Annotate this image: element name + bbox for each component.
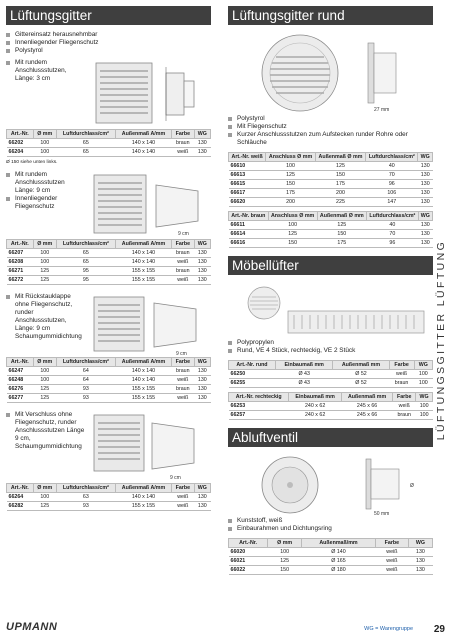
table-cell: 66247 — [7, 367, 34, 376]
table-cell: 66276 — [7, 385, 34, 394]
table-row — [229, 221, 433, 230]
table-cell: 66022 — [229, 566, 268, 575]
table-cell: 100 — [268, 548, 302, 557]
table-cell: 100 — [33, 367, 56, 376]
vent-grille-image — [86, 59, 211, 129]
table-row — [229, 402, 433, 411]
right-column — [228, 6, 433, 575]
table-cell: 93 — [56, 394, 115, 403]
table-cell: 100 — [414, 379, 432, 388]
table-cell: 130 — [418, 171, 433, 180]
table-cell: 130 — [194, 394, 210, 403]
table-cell: 100 — [268, 221, 317, 230]
table-cell: 70 — [366, 171, 418, 180]
brand-logo: UPMANN — [6, 621, 58, 633]
table-row — [7, 249, 211, 258]
column-header: Außenmaß A/mm — [115, 130, 171, 139]
table-cell: 66282 — [7, 502, 34, 511]
column-header: Art.-Nr. — [229, 539, 268, 548]
table-cell: 130 — [418, 162, 433, 171]
table-row — [229, 370, 433, 379]
column-header: Ø mm — [33, 130, 56, 139]
round-vent-image — [228, 31, 433, 115]
column-header: Außenmaß A/mm — [115, 484, 171, 493]
column-header: Luftdurchlass/cm² — [56, 484, 115, 493]
table-cell: 130 — [408, 548, 432, 557]
table-cell: 130 — [194, 276, 210, 285]
table-row — [229, 230, 433, 239]
table-cell: weiß — [172, 493, 195, 502]
column-header: Außenmaß mm — [341, 393, 392, 402]
table-cell: 100 — [416, 402, 433, 411]
table-cell: 130 — [418, 198, 433, 207]
table-cell: braun — [172, 367, 195, 376]
table-cell: braun — [393, 411, 416, 420]
table-cell: weiß — [393, 402, 416, 411]
table-cell: 130 — [194, 367, 210, 376]
spec-table — [6, 483, 211, 511]
vent-grille-image — [86, 293, 211, 357]
spec-table — [6, 239, 211, 285]
table-cell: weiß — [172, 148, 195, 157]
bullet: Mit rundem Anschlussstutzen, Länge: 3 cm — [6, 59, 86, 83]
table-cell: Ø 43 — [275, 370, 333, 379]
table-row — [7, 276, 211, 285]
column-header: WG — [194, 240, 210, 249]
table-row — [7, 394, 211, 403]
column-header: Farbe — [172, 484, 195, 493]
table-cell: 66020 — [229, 548, 268, 557]
table-cell: 66248 — [7, 376, 34, 385]
legend-note: WG = Warengruppe — [364, 626, 413, 632]
table-header-row — [7, 240, 211, 249]
bullet: Mit rundem Anschlussstutzen Länge: 9 cm — [6, 171, 86, 195]
column-header: Ø mm — [33, 358, 56, 367]
table-row — [7, 493, 211, 502]
table-cell: 175 — [315, 180, 365, 189]
dimension-label: 9 cm — [176, 351, 187, 357]
table-cell: 130 — [418, 239, 432, 248]
table-header-row — [7, 358, 211, 367]
table-cell: 175 — [317, 239, 367, 248]
column-header: Einbaumaß mm — [275, 361, 333, 370]
exhaust-bullets — [228, 517, 433, 533]
table-cell: 125 — [33, 502, 56, 511]
table-cell: 65 — [56, 139, 115, 148]
column-header: Luftdurchlass/cm² — [367, 212, 419, 221]
table-cell: 245 x 66 — [341, 402, 392, 411]
column-header: Luftdurchlass/cm² — [56, 240, 115, 249]
table-cell: 95 — [56, 267, 115, 276]
exhaust-valve-image — [228, 453, 433, 517]
column-header: WG — [194, 484, 210, 493]
bullet: Polystyrol — [6, 47, 211, 55]
table-cell: 100 — [33, 493, 56, 502]
table-cell: 66615 — [229, 180, 266, 189]
column-header: Außenmaß A/mm — [115, 240, 171, 249]
table-cell: Ø 140 — [302, 548, 376, 557]
column-header: Anschluss Ø mm — [266, 153, 316, 162]
table-cell: 200 — [315, 189, 365, 198]
table-cell: 125 — [317, 221, 367, 230]
section-title-lueftungsgitter-rund: Lüftungsgitter rund — [228, 6, 433, 25]
side-label — [429, 220, 453, 460]
column-header: Farbe — [172, 240, 195, 249]
column-header: Art.-Nr. rund — [229, 361, 276, 370]
table-cell: braun — [172, 385, 195, 394]
column-header: Außenmaß A/mm — [115, 358, 171, 367]
table-row — [7, 376, 211, 385]
table-cell: 200 — [266, 198, 316, 207]
column-header: Ø mm — [33, 240, 56, 249]
page-number: 29 — [433, 624, 445, 635]
table-cell: 40 — [366, 162, 418, 171]
table-header-row — [229, 539, 433, 548]
column-header: Farbe — [172, 130, 195, 139]
table-cell: 96 — [366, 180, 418, 189]
table-cell: 66264 — [7, 493, 34, 502]
table-row — [229, 557, 433, 566]
table-cell: 95 — [56, 276, 115, 285]
table-cell: 66617 — [229, 189, 266, 198]
table-cell: 125 — [268, 230, 317, 239]
table-cell: 130 — [418, 180, 433, 189]
table-cell: 150 — [268, 239, 317, 248]
spec-table — [6, 357, 211, 403]
column-header: WG — [416, 393, 433, 402]
column-header: Art.-Nr. — [7, 358, 34, 367]
table-cell: 100 — [416, 411, 433, 420]
table-cell: Ø 52 — [333, 379, 389, 388]
table-cell: 140 x 140 — [115, 367, 171, 376]
table-cell: 140 x 140 — [115, 148, 171, 157]
product-block-3 — [6, 293, 211, 357]
table-cell: 130 — [194, 502, 210, 511]
table-cell: 130 — [194, 493, 210, 502]
table-cell: weiß — [375, 557, 408, 566]
table-cell: 140 x 140 — [115, 258, 171, 267]
table-cell: 130 — [418, 230, 432, 239]
table-cell: 66255 — [229, 379, 276, 388]
table-cell: 63 — [56, 493, 115, 502]
column-header: Luftdurchlass/cm² — [56, 358, 115, 367]
table-cell: 100 — [33, 148, 56, 157]
table-cell: 140 x 140 — [115, 139, 171, 148]
bullet: Polystyrol — [228, 115, 433, 123]
table-row — [229, 411, 433, 420]
table-cell: 150 — [268, 566, 302, 575]
table-cell: braun — [172, 267, 195, 276]
bullet: Mit Fliegenschutz — [228, 123, 433, 131]
column-header: Farbe — [375, 539, 408, 548]
column-header: Ø mm — [268, 539, 302, 548]
table-header-row — [7, 130, 211, 139]
table-cell: weiß — [172, 258, 195, 267]
table-cell: weiß — [172, 394, 195, 403]
table-cell: 130 — [194, 139, 210, 148]
table-cell: 125 — [33, 385, 56, 394]
table-cell: 155 x 155 — [115, 385, 171, 394]
column-header: Außenmaß/mm — [302, 539, 376, 548]
table-row — [7, 148, 211, 157]
table-cell: 66021 — [229, 557, 268, 566]
table-row — [229, 239, 433, 248]
bullet: Innenliegender Fliegenschutz — [6, 195, 86, 211]
bullet: Mit Rückstauklappe ohne Fliegenschutz, runder Anschlussstutzen, Länge: 9 cm Schaumgummidichtung — [6, 293, 86, 341]
table-row — [229, 548, 433, 557]
table-cell: 66277 — [7, 394, 34, 403]
product-block-4 — [6, 411, 211, 483]
vent-grille-image — [86, 411, 211, 483]
spec-table — [228, 392, 433, 420]
column-header: Art.-Nr. braun — [229, 212, 269, 221]
table-cell: 125 — [315, 162, 365, 171]
column-header: WG — [414, 361, 432, 370]
column-header: Ø mm — [33, 484, 56, 493]
block-2-bullets — [6, 171, 86, 239]
table-row — [7, 385, 211, 394]
note-text: Ø 150 siehe unten links. — [6, 160, 58, 165]
table-cell: weiß — [389, 370, 414, 379]
table-cell: 100 — [33, 258, 56, 267]
table-cell: Ø 165 — [302, 557, 376, 566]
spec-table — [228, 152, 433, 207]
bullet: Innenliegender Fliegenschutz — [6, 39, 211, 47]
table-cell: Ø 180 — [302, 566, 376, 575]
table-header-row — [7, 484, 211, 493]
table-cell: 66271 — [7, 267, 34, 276]
table-cell: 130 — [408, 557, 432, 566]
table-cell: 66613 — [229, 171, 266, 180]
table-row — [229, 171, 433, 180]
furniture-vent-image — [228, 281, 433, 339]
bullet: Einbaurahmen und Dichtungsring — [228, 525, 433, 533]
product-block-2 — [6, 171, 211, 239]
table-row — [229, 162, 433, 171]
column-header: WG — [408, 539, 432, 548]
table-row — [229, 379, 433, 388]
table-cell: 140 x 140 — [115, 493, 171, 502]
column-header: Art.-Nr. — [7, 484, 34, 493]
column-header: WG — [194, 358, 210, 367]
table-cell: 130 — [194, 249, 210, 258]
table-row — [229, 189, 433, 198]
column-header: WG — [418, 153, 433, 162]
column-header: Art.-Nr. — [7, 130, 34, 139]
table-cell: 66616 — [229, 239, 269, 248]
table-cell: 96 — [367, 239, 419, 248]
table-cell: 155 x 155 — [115, 394, 171, 403]
table-cell: 125 — [268, 557, 302, 566]
spec-table — [228, 538, 433, 575]
table-row — [7, 502, 211, 511]
column-header: Farbe — [393, 393, 416, 402]
table-cell: 225 — [315, 198, 365, 207]
table-cell: 66204 — [7, 148, 34, 157]
table-header-row — [229, 212, 433, 221]
section-title-abluftventil: Abluftventil — [228, 428, 433, 447]
table-cell: 70 — [367, 230, 419, 239]
dimension-label: 9 cm — [178, 231, 189, 237]
table-cell: weiß — [375, 548, 408, 557]
column-header: Luftdurchlass/cm² — [366, 153, 418, 162]
block-3-bullets — [6, 293, 86, 357]
product-block-1 — [6, 59, 211, 129]
table-cell: 175 — [266, 189, 316, 198]
table-cell: weiß — [172, 502, 195, 511]
table-cell: 66253 — [229, 402, 289, 411]
table-header-row — [229, 361, 433, 370]
table-cell: braun — [389, 379, 414, 388]
column-header: Art.-Nr. rechteckig — [229, 393, 289, 402]
table-cell: 64 — [56, 367, 115, 376]
column-header: Art.-Nr. — [7, 240, 34, 249]
spec-table — [228, 360, 433, 388]
section-title-lueftungsgitter: Lüftungsgitter — [6, 6, 211, 25]
table-cell: 66610 — [229, 162, 266, 171]
table-cell: 100 — [414, 370, 432, 379]
table-cell: 66250 — [229, 370, 276, 379]
column-header: Anschluss Ø mm — [268, 212, 317, 221]
table-cell: 125 — [266, 171, 316, 180]
table-cell: 130 — [194, 267, 210, 276]
table-cell: 130 — [418, 189, 433, 198]
column-header: Luftdurchlass/cm² — [56, 130, 115, 139]
table-cell: 130 — [418, 221, 432, 230]
table-cell: 65 — [56, 249, 115, 258]
table-cell: 125 — [33, 276, 56, 285]
table-cell: 245 x 66 — [341, 411, 392, 420]
side-label-text: LÜFTUNGSGITTER LÜFTUNG — [435, 239, 447, 441]
table-cell: 240 x 62 — [289, 411, 342, 420]
bullet: Kurzer Anschlussstutzen zum Aufstecken runder Rohre oder Schläuche — [228, 131, 433, 147]
bullet: Rund, VE 4 Stück, rechteckig, VE 2 Stück — [228, 347, 433, 355]
bullet: Mit Verschluss ohne Fliegenschutz, runder Anschlussstutzen Länge 9 cm, Schaumgummidichtung — [6, 411, 86, 451]
column-header: Außenmaß Ø mm — [315, 153, 365, 162]
table-cell: 66202 — [7, 139, 34, 148]
table-cell: 100 — [33, 139, 56, 148]
intro-bullets — [6, 31, 211, 55]
table-cell: weiß — [172, 376, 195, 385]
table-cell: 93 — [56, 385, 115, 394]
table-cell: 125 — [33, 267, 56, 276]
table-cell: 66614 — [229, 230, 269, 239]
column-header: WG — [418, 212, 432, 221]
left-column — [6, 6, 211, 511]
bullet: Kunststoff, weiß — [228, 517, 433, 525]
column-header: Art.-Nr. weiß — [229, 153, 266, 162]
table-cell: 155 x 155 — [115, 276, 171, 285]
table-header-row — [229, 393, 433, 402]
table-cell: 65 — [56, 148, 115, 157]
table-row — [7, 267, 211, 276]
table-row — [229, 198, 433, 207]
table-cell: 150 — [317, 230, 367, 239]
table-cell: 100 — [266, 162, 316, 171]
table-cell: 147 — [366, 198, 418, 207]
block-1-bullets — [6, 59, 86, 129]
table-cell: 130 — [194, 385, 210, 394]
table-cell: 155 x 155 — [115, 267, 171, 276]
column-header: Farbe — [172, 358, 195, 367]
table-cell: 106 — [366, 189, 418, 198]
table-cell: braun — [172, 139, 195, 148]
block-4-bullets — [6, 411, 86, 483]
table-header-row — [229, 153, 433, 162]
table-row — [7, 258, 211, 267]
dimension-label: 50 mm — [374, 511, 390, 517]
table-cell: 140 x 140 — [115, 376, 171, 385]
table-cell: 100 — [33, 249, 56, 258]
table-cell: 130 — [194, 148, 210, 157]
dimension-label: Ø — [410, 483, 414, 489]
bullet: Polypropylen — [228, 339, 433, 347]
table-cell: 66620 — [229, 198, 266, 207]
table-cell: 140 x 140 — [115, 249, 171, 258]
table-cell: weiß — [172, 276, 195, 285]
table-cell: 130 — [194, 258, 210, 267]
table-cell: 93 — [56, 502, 115, 511]
table-row — [7, 139, 211, 148]
column-header: WG — [194, 130, 210, 139]
column-header: Außenmaß mm — [333, 361, 389, 370]
furniture-bullets — [228, 339, 433, 355]
table-cell: braun — [172, 249, 195, 258]
table-cell: 66611 — [229, 221, 269, 230]
vent-grille-image — [86, 171, 211, 239]
table-row — [229, 180, 433, 189]
section-title-moebelluefter: Möbellüfter — [228, 256, 433, 275]
table-cell: 240 x 62 — [289, 402, 342, 411]
spec-table — [228, 211, 433, 248]
table-cell: 130 — [408, 566, 432, 575]
table-cell: 66208 — [7, 258, 34, 267]
table-cell: 65 — [56, 258, 115, 267]
dimension-label: 27 mm — [374, 107, 390, 113]
column-header: Farbe — [389, 361, 414, 370]
table-cell: 66272 — [7, 276, 34, 285]
table-cell: 125 — [33, 394, 56, 403]
table-cell: 155 x 155 — [115, 502, 171, 511]
dimension-label: 9 cm — [170, 475, 181, 481]
table-row — [7, 367, 211, 376]
table-cell: weiß — [375, 566, 408, 575]
table-cell: 66257 — [229, 411, 289, 420]
column-header: Außenmaß Ø mm — [317, 212, 367, 221]
spec-table — [6, 129, 211, 157]
table-row — [229, 566, 433, 575]
table-cell: Ø 43 — [275, 379, 333, 388]
table-cell: 64 — [56, 376, 115, 385]
table-cell: 66207 — [7, 249, 34, 258]
table-cell: 100 — [33, 376, 56, 385]
page-footer — [0, 618, 453, 640]
table-cell: 40 — [367, 221, 419, 230]
table-cell: 130 — [194, 376, 210, 385]
column-header: Einbaumaß mm — [289, 393, 342, 402]
bullet: Gittereinsatz herausnehmbar — [6, 31, 211, 39]
round-bullets — [228, 115, 433, 147]
table-cell: Ø 52 — [333, 370, 389, 379]
table-cell: 150 — [315, 171, 365, 180]
table-cell: 150 — [266, 180, 316, 189]
